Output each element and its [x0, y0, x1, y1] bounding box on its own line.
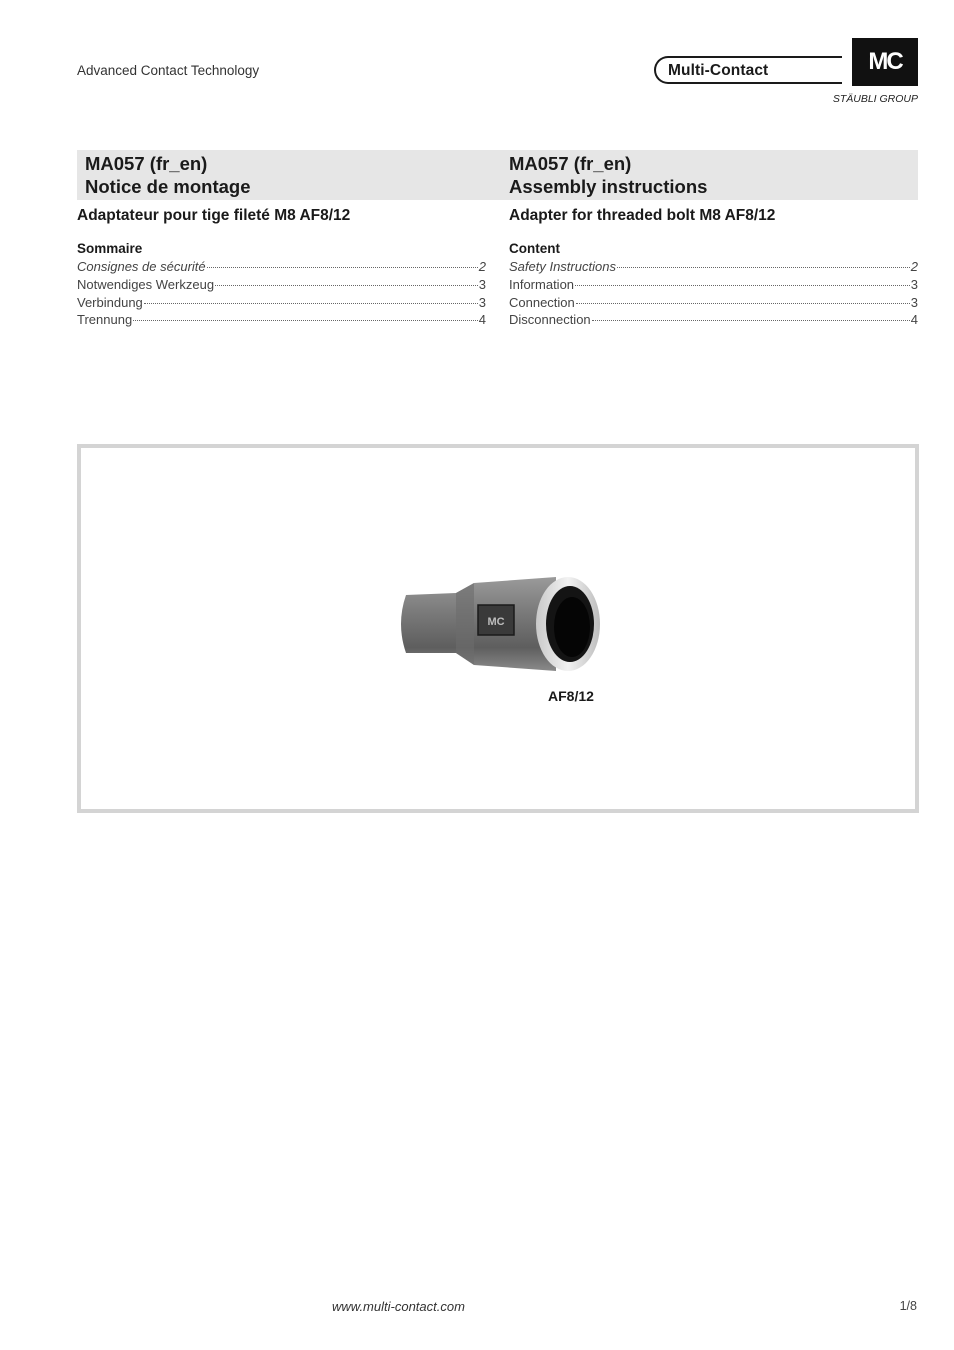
- toc-label: Information: [509, 276, 575, 292]
- toc-entry[interactable]: [509, 311, 918, 329]
- toc-page: 3: [910, 294, 918, 310]
- footer-page-number: 1/8: [899, 1299, 917, 1313]
- toc-leader: [592, 320, 910, 321]
- toc-right: [509, 258, 918, 329]
- toc-heading-left: Sommaire: [77, 241, 143, 256]
- mc-badge-mark: MC: [487, 616, 505, 628]
- toc-label: Trennung: [77, 312, 133, 328]
- title-right: [509, 152, 707, 198]
- toc-page: 4: [910, 312, 918, 328]
- header-tagline: Advanced Contact Technology: [77, 63, 260, 78]
- logo-group: STÄUBLI GROUP: [832, 93, 918, 105]
- toc-entry[interactable]: [509, 294, 918, 312]
- figure-caption: AF8/12: [548, 688, 594, 704]
- logo-mark: MC: [852, 38, 918, 86]
- toc-page: 3: [910, 276, 918, 292]
- multi-contact-logo: [654, 38, 918, 108]
- subtitle-right: Adapter for threaded bolt M8 AF8/12: [509, 207, 776, 224]
- toc-leader: [207, 267, 478, 268]
- toc-page: 4: [478, 312, 486, 328]
- toc-page: 2: [478, 259, 486, 274]
- title-left: [85, 152, 251, 198]
- toc-leader: [617, 267, 910, 268]
- toc-label: Disconnection: [509, 312, 591, 328]
- footer-url[interactable]: www.multi-contact.com: [332, 1299, 465, 1314]
- toc-entry[interactable]: [509, 258, 918, 276]
- toc-label: Notwendiges Werkzeug: [77, 276, 215, 292]
- subtitle-left: Adaptateur pour tige fileté M8 AF8/12: [77, 207, 351, 224]
- toc-page: 3: [478, 276, 486, 292]
- toc-label: Safety Instructions: [509, 259, 616, 274]
- toc-entry[interactable]: [509, 276, 918, 294]
- adapter-product-image: [396, 575, 600, 673]
- toc-entry[interactable]: [77, 276, 486, 294]
- toc-leader: [133, 320, 478, 321]
- toc-leader: [575, 285, 910, 286]
- toc-leader: [144, 303, 478, 304]
- title-left-doc: Notice de montage: [85, 176, 251, 197]
- toc-left: [77, 258, 486, 329]
- title-left-code: MA057 (fr_en): [85, 153, 208, 174]
- toc-leader: [576, 303, 910, 304]
- toc-page: 2: [910, 259, 918, 274]
- toc-label: Connection: [509, 294, 575, 310]
- toc-leader: [215, 285, 478, 286]
- toc-entry[interactable]: [77, 311, 486, 329]
- toc-heading-right: Content: [509, 241, 560, 256]
- toc-label: Consignes de sécurité: [77, 259, 206, 274]
- title-right-code: MA057 (fr_en): [509, 153, 632, 174]
- toc-entry[interactable]: [77, 294, 486, 312]
- toc-page: 3: [478, 294, 486, 310]
- logo-name: Multi-Contact: [668, 62, 769, 79]
- toc-label: Verbindung: [77, 294, 143, 310]
- toc-entry[interactable]: [77, 258, 486, 276]
- title-right-doc: Assembly instructions: [509, 176, 708, 197]
